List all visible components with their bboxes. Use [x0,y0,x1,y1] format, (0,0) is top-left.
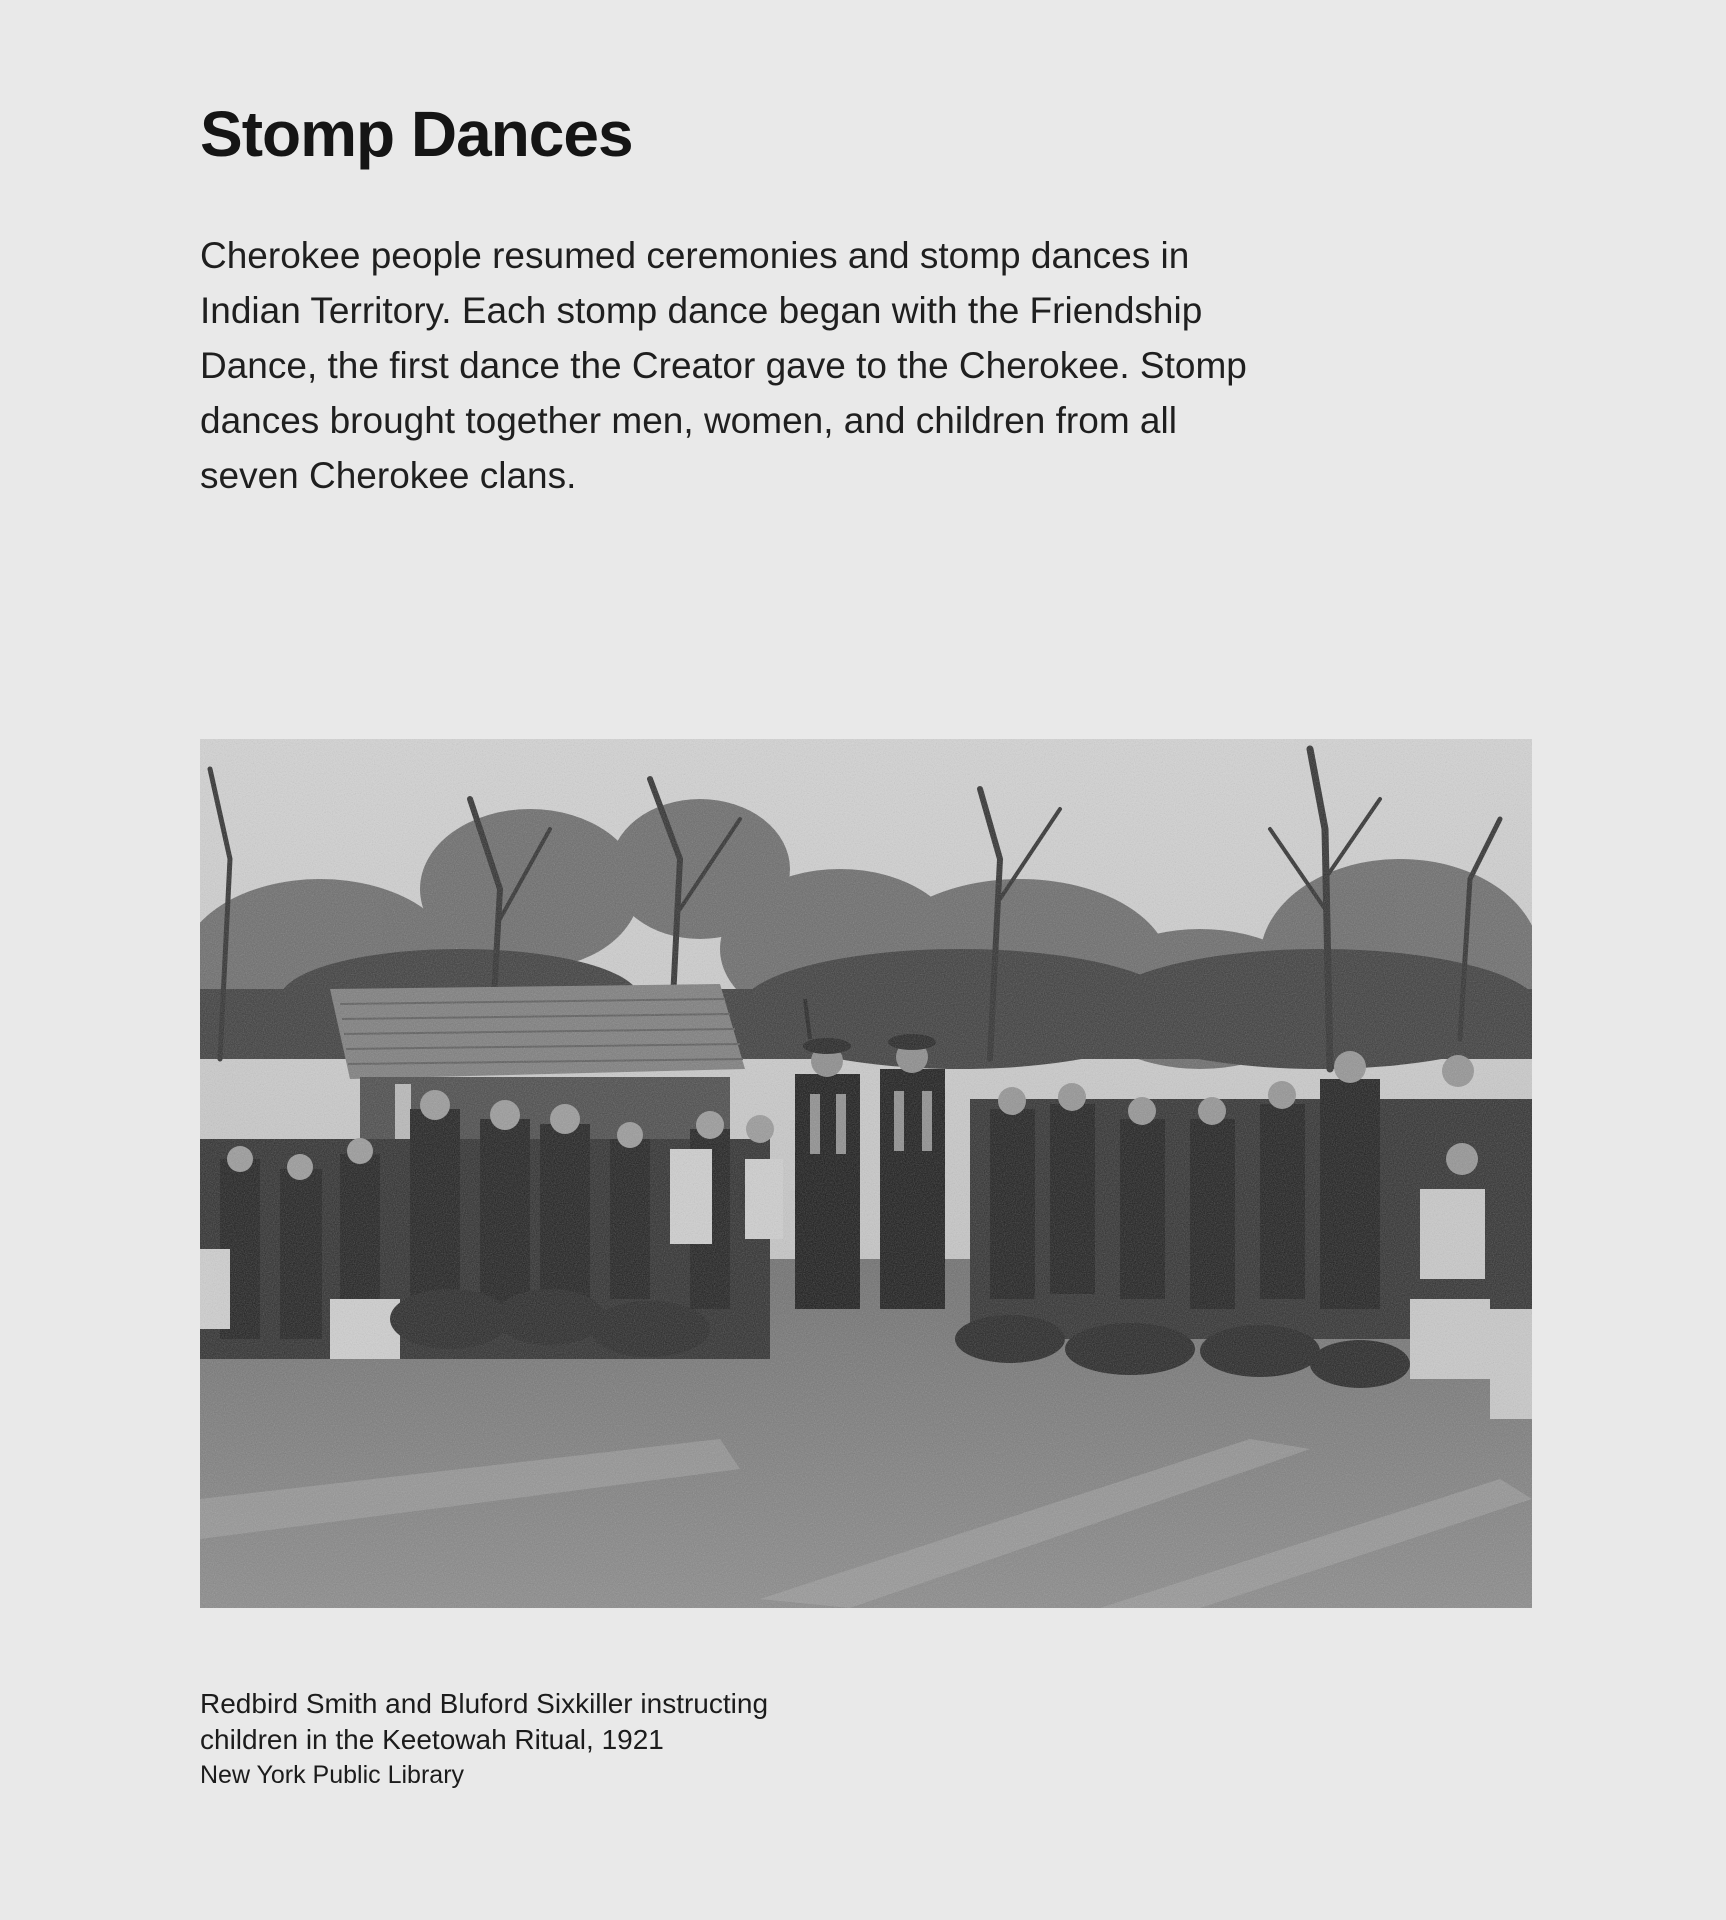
photo-caption [200,1686,900,1792]
photo-credit: New York Public Library [200,1761,465,1789]
caption-line-2: children in the Keetowah Ritual, 1921 [200,1724,664,1755]
historical-photo [200,739,1532,1608]
caption-line-1: Redbird Smith and Bluford Sixkiller instructing [200,1688,769,1719]
intro-paragraph: Cherokee people resumed ceremonies and stomp dances in Indian Territory. Each stomp dance began with the Friendship Dance, the first dance the Creator gave to the Cherokee. Stomp dances brought together men, women, and children from all seven Cherokee clans. [200,235,1247,496]
page-title: Stomp Dances [200,98,633,170]
